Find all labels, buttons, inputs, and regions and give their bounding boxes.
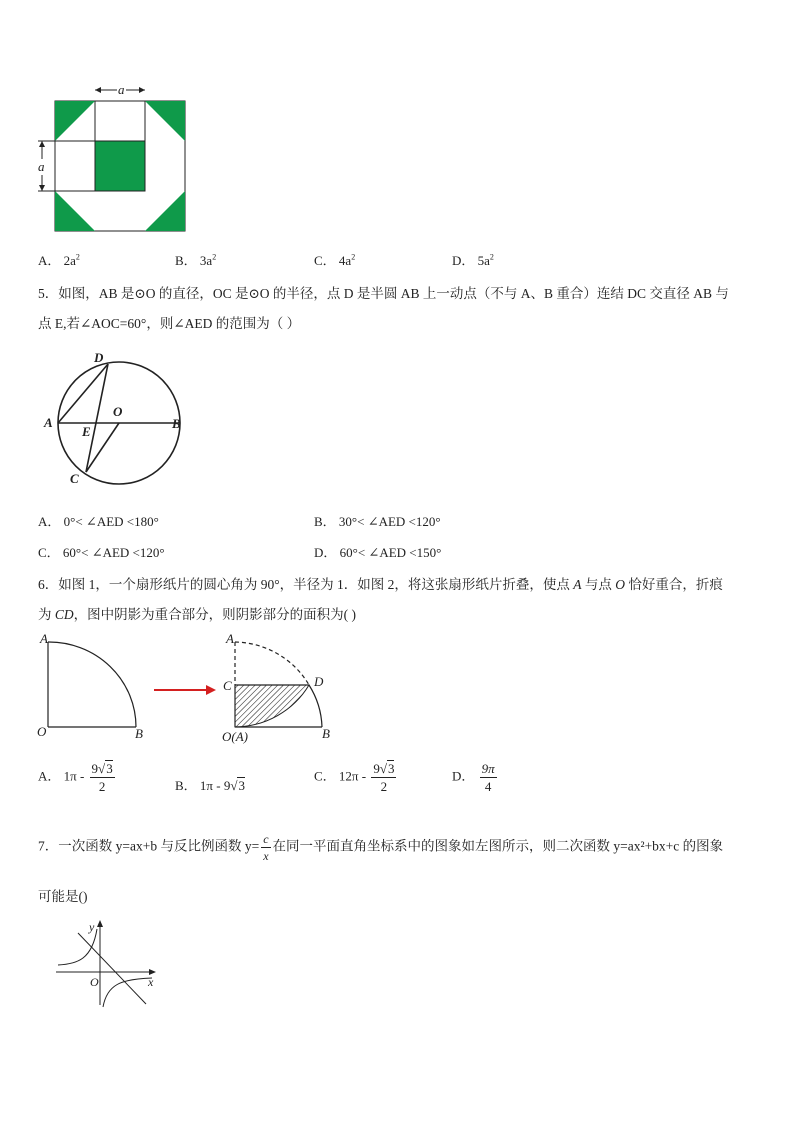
q4-dim-label-left: a: [38, 159, 45, 174]
q6-option-d: D． $\frac{9\pi}{4}$: [452, 761, 495, 794]
q5-circle-figure: [40, 350, 190, 490]
q6-arrow-icon: [150, 680, 220, 700]
q4-option-c: C． $4a^2$: [314, 252, 356, 268]
q6-fig2-folded-sector: [225, 630, 345, 740]
q5-option-a: A． 0°< ∠AED <180°: [38, 514, 159, 529]
q6-question-line2: 为 CD，图中阴影为重合部分，则阴影部分的面积为( ): [38, 607, 357, 622]
q5-option-b: B． 30°< ∠AED <120°: [314, 514, 441, 529]
q6-fig2-label-b: B: [322, 726, 330, 741]
q6-fig1-label-a: A: [40, 631, 48, 646]
q5-label-d: D: [94, 350, 104, 365]
q6-fig2-label-oa: O(A): [222, 729, 248, 744]
q5-label-o: O: [113, 404, 123, 419]
q7-question-line1: 7．一次函数 y=ax+b 与反比例函数 y= $\frac{c}{x}$ 在同一平面直角坐标系中的图象如左图所示，则二次函数 y=ax²+bx+c 的图象: [38, 832, 724, 863]
q6-fig2-label-d: D: [314, 674, 324, 689]
q6-question-line1: 6．如图 1，一个扇形纸片的圆心角为 90°，半径为 1．如图 2，将这张扇形纸片折叠，使点 A 与点 O 恰好重合，折痕: [38, 577, 723, 592]
q5-label-b: B: [172, 416, 181, 431]
q5-label-e: E: [82, 424, 91, 439]
q4-square-figure: [30, 80, 200, 240]
q6-fig1-label-o: O: [37, 724, 47, 739]
q6-fig2-label-c: C: [223, 678, 232, 693]
q5-label-c: C: [70, 471, 79, 486]
q5-question-line2: 点 E,若∠AOC=60°，则∠AED 的范围为（ ）: [38, 316, 301, 331]
q7-question-line2: 可能是(): [38, 889, 88, 904]
q4-option-a: A． $2a^2$: [38, 252, 80, 268]
q7-axis-label-y: y: [89, 920, 95, 934]
q4-option-b: B． $3a^2$: [175, 252, 217, 268]
q6-option-a: A． 1π - $\frac{9√3}{2}$: [38, 761, 113, 794]
q6-option-b: B． 1π - 9√3: [175, 778, 245, 793]
q6-fig1-sector: [40, 630, 160, 740]
q4-dim-label-top: a: [118, 82, 125, 97]
q6-fig1-label-b: B: [135, 726, 143, 741]
q5-label-a: A: [44, 415, 53, 430]
q7-graph-figure: [50, 915, 165, 1010]
q5-option-c: C． 60°< ∠AED <120°: [38, 545, 165, 560]
q6-fig2-label-a: A: [226, 631, 234, 646]
q5-option-d: D． 60°< ∠AED <150°: [314, 545, 442, 560]
q7-origin-label: O: [90, 975, 99, 989]
q6-option-c: C． 12π - $\frac{9√3}{2}$: [314, 761, 395, 794]
q5-question-line1: 5．如图，AB 是⊙O 的直径，OC 是⊙O 的半径，点 D 是半圆 AB 上一动点（不与 A、B 重合）连结 DC 交直径 AB 与: [38, 286, 729, 301]
q7-axis-label-x: x: [148, 975, 154, 989]
q4-option-d: D． $5a^2$: [452, 252, 494, 268]
